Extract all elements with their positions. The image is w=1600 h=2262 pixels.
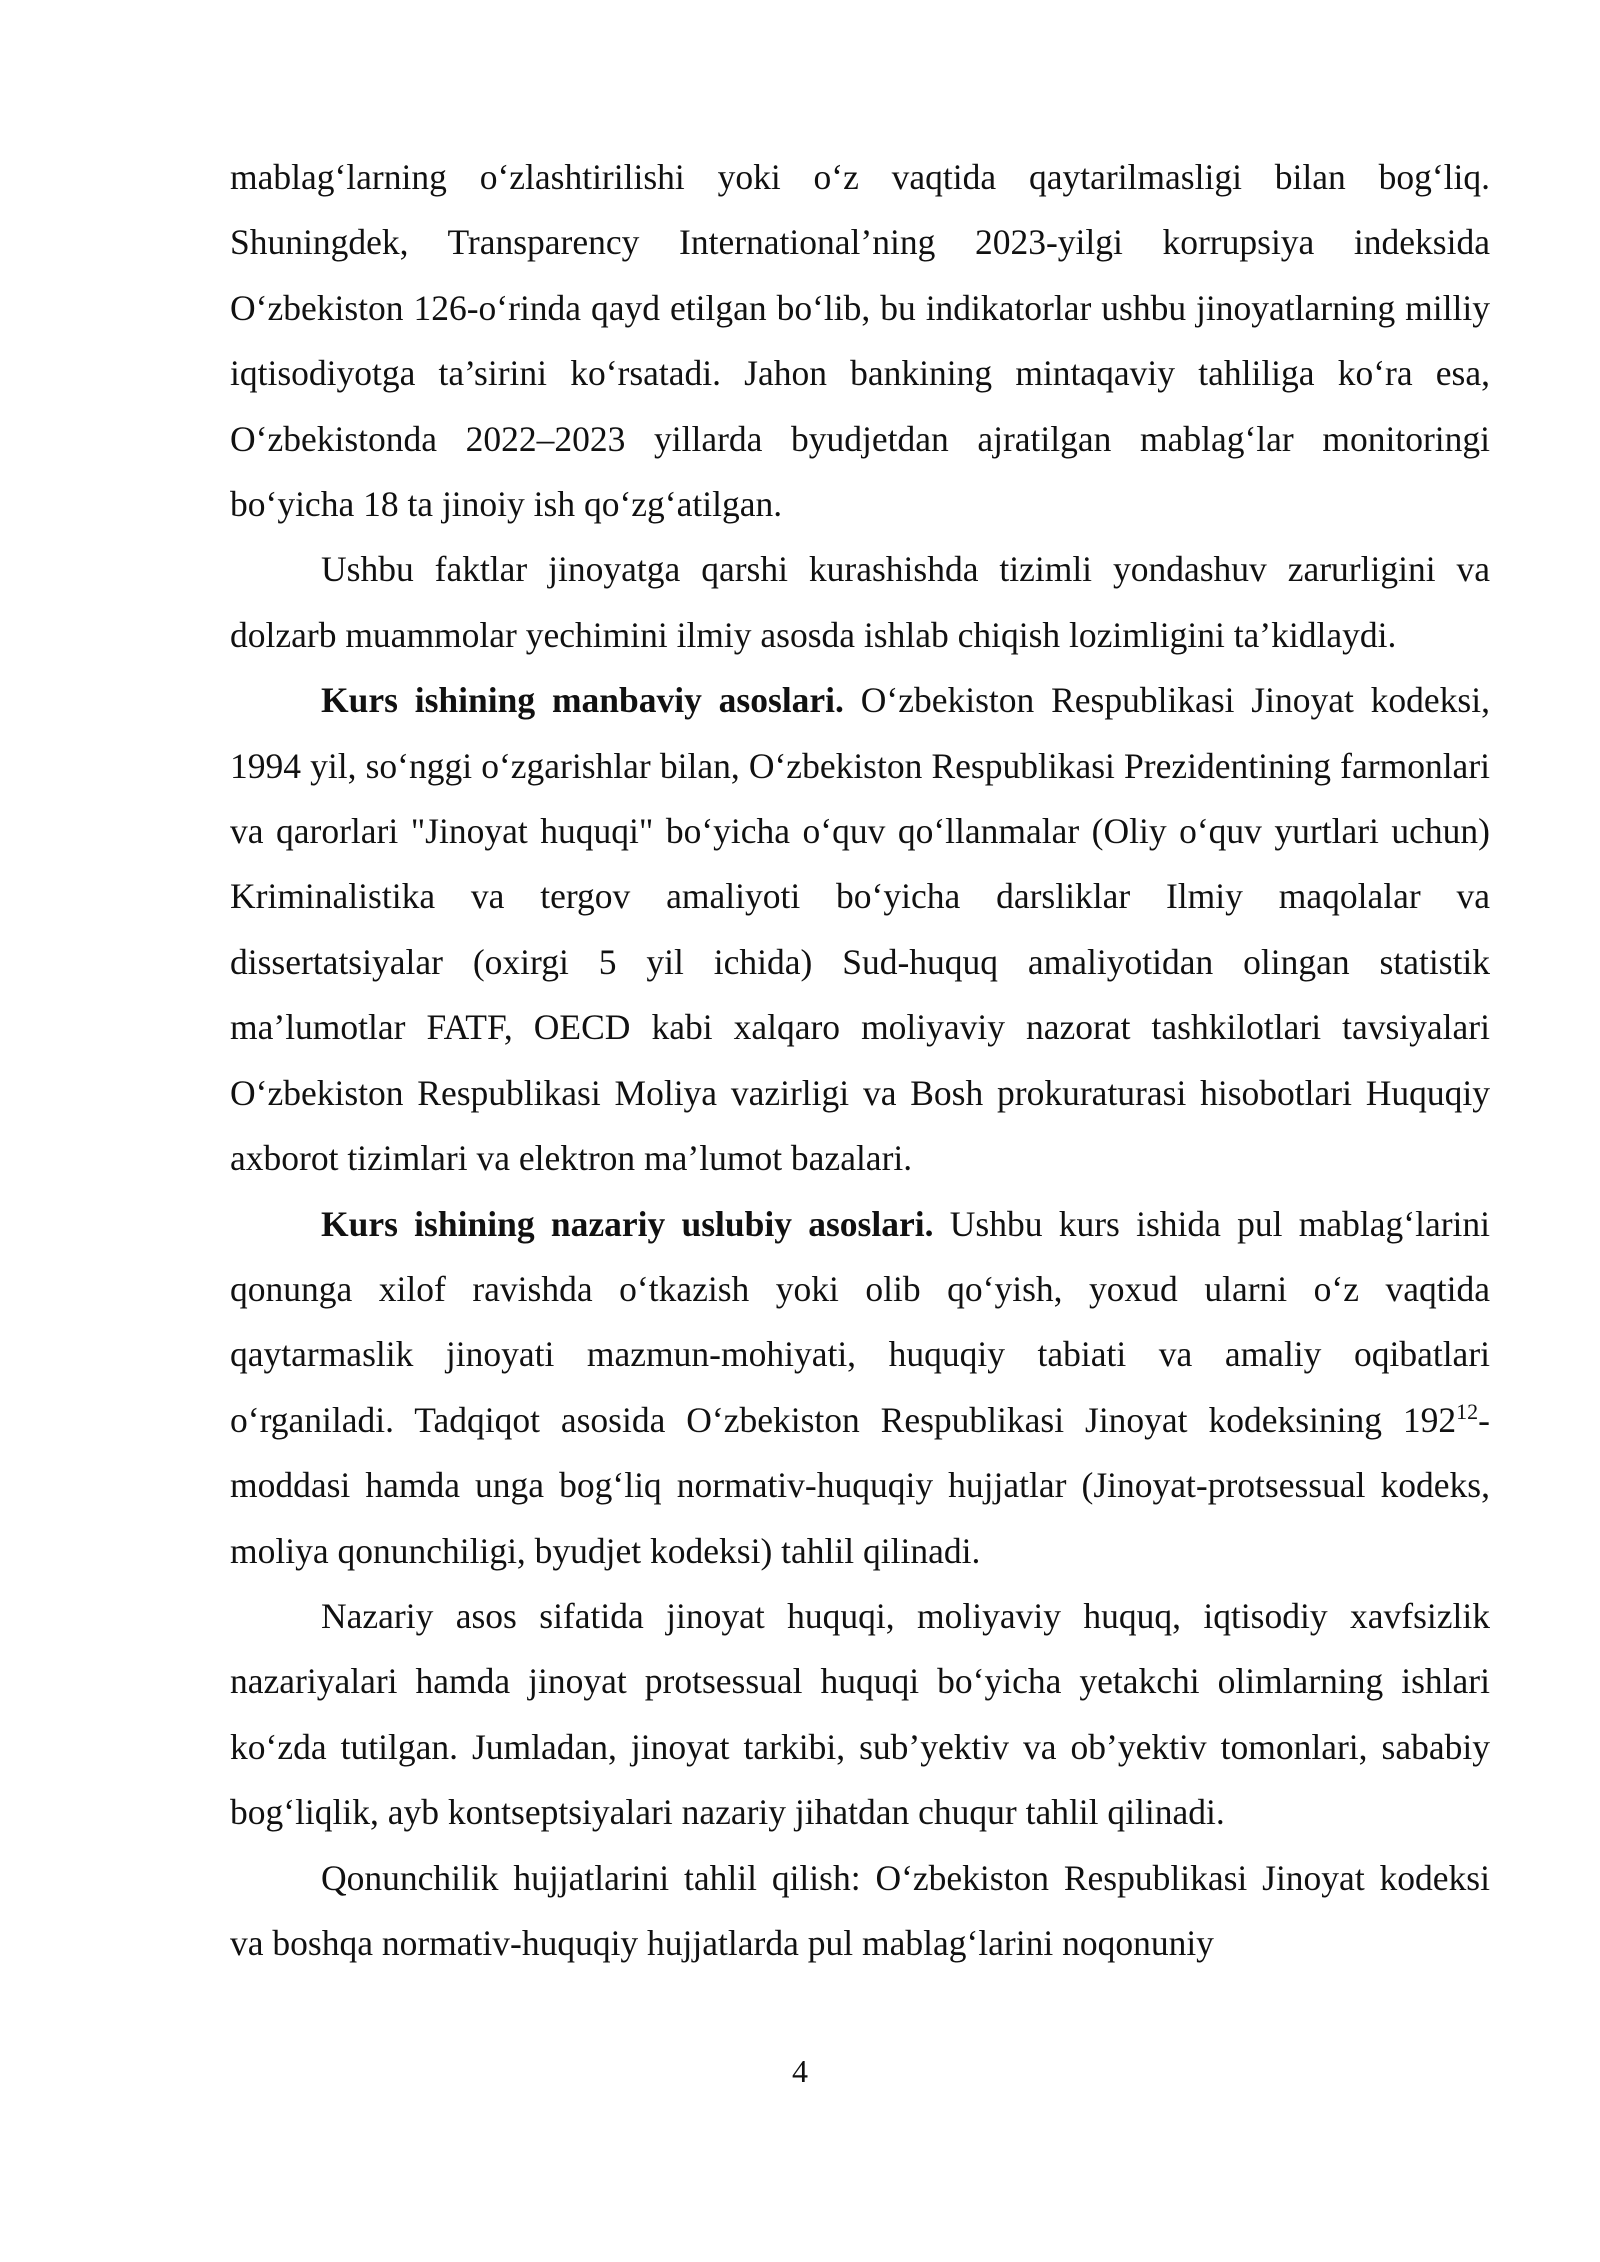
paragraph-sources	[230, 668, 1490, 1191]
paragraph-facts	[230, 537, 1490, 668]
article-superscript: 12	[1456, 1398, 1479, 1424]
paragraph-continuation	[230, 145, 1490, 537]
paragraph-legislation	[230, 1846, 1490, 1977]
paragraph-text: Qonunchilik hujjatlarini tahlil qilish: O‘zbekiston Respublikasi Jinoyat kodeksi va boshqa normativ-huquqiy hujjatlarda pul mablag‘larini noqonuniy	[230, 1857, 1490, 1963]
document-page	[230, 145, 1490, 1976]
paragraph-text: Nazariy asos sifatida jinoyat huquqi, moliyaviy huquq, iqtisodiy xavfsizlik nazariyalari hamda jinoyat protsessual huquqi bo‘yicha yetakchi olimlarning ishlari ko‘zda tutilgan. Jumladan, jinoyat tarkibi, sub’yektiv va ob’yektiv tomonlari, sababiy bog‘liqlik, ayb kontseptsiyalari nazariy jihatdan chuqur tahlil qilinadi.	[230, 1595, 1490, 1833]
paragraph-text: -moddasi hamda unga bog‘liq normativ-huquqiy hujjatlar (Jinoyat-protsessual kodeks, moliya qonunchiligi, byudjet kodeksi) tahlil qilinadi.	[230, 1399, 1490, 1571]
paragraph-text: Ushbu kurs ishida pul mablag‘larini qonunga xilof ravishda o‘tkazish yoki olib qo‘yish, yoxud ularni o‘z vaqtida qaytarmaslik jinoyati mazmun-mohiyati, huquqiy tabiati va amaliy oqibatlari o‘rganiladi. Tadqiqot asosida O‘zbekiston Respublikasi Jinoyat kodeksining 192	[230, 1203, 1490, 1440]
paragraph-methodology	[230, 1192, 1490, 1584]
section-heading-methodology: Kurs ishining nazariy uslubiy asoslari.	[321, 1203, 934, 1244]
paragraph-text: mablag‘larning o‘zlashtirilishi yoki o‘z vaqtida qaytarilmasligi bilan bog‘liq. Shuningdek, Transparency International’ning 2023-yilgi korrupsiya indeksida O‘zbekiston 126-o‘rinda qayd etilgan bo‘lib, bu indikatorlar ushbu jinoyatlarning milliy iqtisodiyotga ta’sirini ko‘rsatadi. Jahon bankining mintaqaviy tahliliga ko‘ra esa, O‘zbekistonda 2022–2023 yillarda byudjetdan ajratilgan mablag‘lar monitoringi bo‘yicha 18 ta jinoiy ish qo‘zg‘atilgan.	[230, 157, 1490, 525]
paragraph-theory	[230, 1584, 1490, 1846]
section-heading-sources: Kurs ishining manbaviy asoslari.	[321, 680, 844, 721]
paragraph-text: O‘zbekiston Respublikasi Jinoyat kodeksi, 1994 yil, so‘nggi o‘zgarishlar bilan, O‘zbekiston Respublikasi Prezidentining farmonlari va qarorlari "Jinoyat huquqi" bo‘yicha o‘quv qo‘llanmalar (Oliy o‘quv yurtlari uchun) Kriminalistika va tergov amaliyoti bo‘yicha darsliklar Ilmiy maqolalar va dissertatsiyalar (oxirgi 5 yil ichida) Sud-huquq amaliyotidan olingan statistik ma’lumotlar FATF, OECD kabi xalqaro moliyaviy nazorat tashkilotlari tavsiyalari O‘zbekiston Respublikasi Moliya vazirligi va Bosh prokuraturasi hisobotlari Huquqiy axborot tizimlari va elektron ma’lumot bazalari.	[230, 680, 1490, 1179]
page-number: 4	[792, 2053, 808, 2089]
paragraph-text: Ushbu faktlar jinoyatga qarshi kurashishda tizimli yondashuv zarurligini va dolzarb muammolar yechimini ilmiy asosda ishlab chiqish lozimligini ta’kidlaydi.	[230, 549, 1490, 655]
